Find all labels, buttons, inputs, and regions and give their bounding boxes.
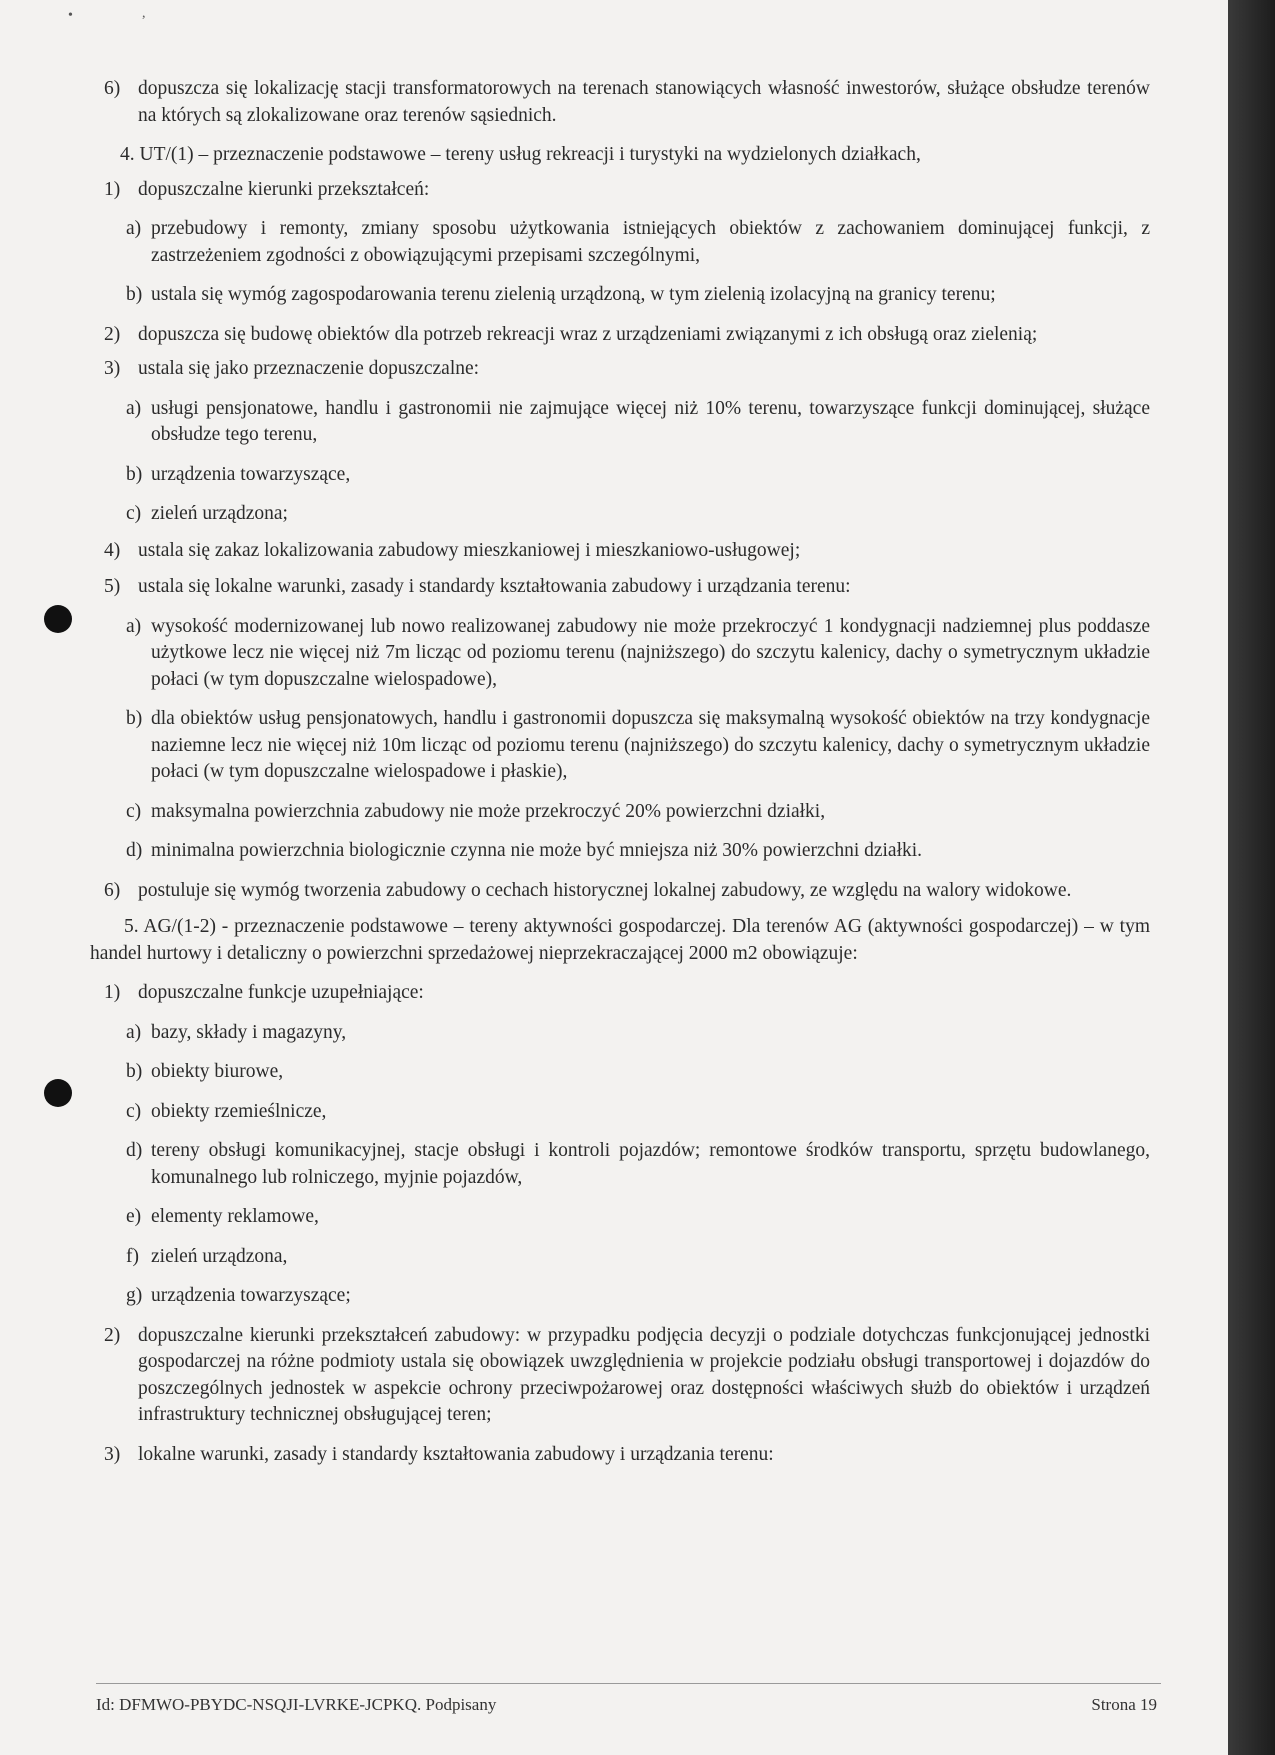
list-number: c): [126, 1100, 142, 1122]
list-text: obiekty biurowe,: [151, 1061, 284, 1082]
list-text: dopuszcza się budowę obiektów dla potrzeb rekreacji wraz z urządzeniami związanymi z ich obsługą oraz zielenią;: [138, 323, 1038, 345]
list-number: 1): [104, 178, 121, 200]
list-item: [104, 980, 1150, 1007]
corner-mark-left: •: [68, 8, 73, 23]
list-number: 2): [104, 1324, 121, 1346]
list-text: przebudowy i remonty, zmiany sposobu użytkowania istniejących obiektów z zachowaniem dominującej funkcji, z zastrzeżeniem zgodności z obowiązującymi przepisami szczególnymi,: [151, 218, 1150, 266]
list-item: [104, 356, 1150, 383]
list-text: dopuszczalne kierunki przekształceń zabudowy: w przypadku podjęcia decyzji o podziale dotychczas funkcjonującej jednostki gospodarczej na różne podmioty ustala się obowiązek uwzględnienia w projekcie podziału obsługi transportowej i dojazdów do poszczególnych jednostek w aspekcie ochrony przeciwpożarowej oraz dostępności właściwych służb do obiektów i urządzeń infrastruktury technicznej obsługującej teren;: [138, 1324, 1150, 1425]
list-text: dopuszcza się lokalizację stacji transformatorowych na terenach stanowiących własność inwestorów, służące obsłudze terenów na których są zlokalizowane oraz terenów sąsiednich.: [138, 78, 1150, 126]
footer-id: Id: DFMWO-PBYDC-NSQJI-LVRKE-JCPKQ. Podpisany: [96, 1695, 497, 1714]
list-item: [104, 1323, 1150, 1429]
list-number: 3): [104, 358, 121, 379]
list-number: c): [126, 800, 142, 822]
sub-list-item: [126, 462, 1150, 489]
list-text: minimalna powierzchnia biologicznie czynna nie może być mniejsza niż 30% powierzchni działki.: [151, 840, 923, 861]
list-item: [104, 76, 1150, 129]
list-number: d): [126, 840, 143, 861]
list-text: urządzenia towarzyszące;: [151, 1285, 351, 1306]
punch-hole-bottom: [44, 1079, 72, 1107]
list-number: b): [126, 284, 143, 305]
list-text: dla obiektów usług pensjonatowych, handlu i gastronomii dopuszcza się maksymalną wysokość obiektów na trzy kondygnacje naziemne lecz nie więcej niż 10m licząc od poziomu terenu (najniższego) do szczytu kalenicy, dachy o symetrycznym układzie połaci (w tym dopuszczalne wielospadowe i płaskie),: [151, 708, 1150, 782]
list-text: bazy, składy i magazyny,: [151, 1021, 347, 1043]
list-number: c): [126, 503, 142, 524]
list-text: lokalne warunki, zasady i standardy kształtowania zabudowy i urządzania terenu:: [138, 1443, 774, 1465]
list-text: elementy reklamowe,: [151, 1206, 319, 1227]
footer-divider: [96, 1683, 1161, 1684]
list-text: wysokość modernizowanej lub nowo realizowanej zabudowy nie może przekroczyć 1 kondygnacji nadziemnej plus poddasze użytkowe lecz nie więcej niż 7m licząc od poziomu terenu (najniższego) do szczytu kalenicy, dachy o symetrycznym układzie połaci (w tym dopuszczalne wielospadowe),: [151, 615, 1150, 690]
section-paragraph: 4. UT/(1) – przeznaczenie podstawowe – tereny usług rekreacji i turystyki na wydzielonych działkach,: [120, 144, 921, 165]
corner-mark-right: ,: [142, 6, 146, 21]
list-number: a): [126, 615, 142, 637]
list-text: usługi pensjonatowe, handlu i gastronomii nie zajmujące więcej niż 10% terenu, towarzyszące funkcji dominującej, służące obsłudze tego terenu,: [151, 397, 1150, 445]
list-number: 5): [104, 576, 121, 597]
list-text: obiekty rzemieślnicze,: [151, 1100, 327, 1122]
list-item: [104, 1442, 1150, 1469]
list-text: dopuszczalne kierunki przekształceń:: [138, 178, 430, 200]
sub-list-item: [126, 1138, 1150, 1191]
list-number: 2): [104, 323, 121, 345]
list-number: b): [126, 463, 143, 485]
list-text: postuluje się wymóg tworzenia zabudowy o cechach historycznej lokalnej zabudowy, ze względu na walory widokowe.: [138, 879, 1072, 901]
section-paragraph: 5. AG/(1-2) - przeznaczenie podstawowe – tereny aktywności gospodarczej. Dla terenów AG (aktywności gospodarczej) – w tym handel hurtowy i detaliczny o powierzchni sprzedażowej nieprzekraczającej 2000 m2 obowiązuje:: [90, 916, 1150, 964]
sub-list-item: [126, 838, 1150, 865]
list-text: zieleń urządzona;: [151, 503, 288, 524]
sub-list-item: [126, 706, 1150, 786]
sub-list-item: [126, 1020, 1150, 1047]
sub-list-item: [126, 282, 1150, 309]
list-number: f): [126, 1245, 139, 1267]
sub-list-item: [126, 1204, 1150, 1231]
list-number: 6): [104, 879, 121, 901]
list-text: tereny obsługi komunikacyjnej, stacje obsługi i kontroli pojazdów; remontowe środków transportu, sprzętu budowlanego, komunalnego lub rolniczego, myjnie pojazdów,: [151, 1140, 1150, 1188]
list-text: maksymalna powierzchnia zabudowy nie może przekroczyć 20% powierzchni działki,: [151, 800, 826, 822]
list-number: a): [126, 218, 142, 239]
list-text: urządzenia towarzyszące,: [151, 463, 351, 485]
list-number: 3): [104, 1443, 121, 1465]
list-text: ustala się wymóg zagospodarowania terenu zielenią urządzoną, w tym zielenią izolacyjną na granicy terenu;: [151, 284, 996, 305]
sub-list-item: [126, 614, 1150, 694]
sub-list-item: [126, 1099, 1150, 1126]
sub-list-item: [126, 501, 1150, 528]
scan-edge: [1228, 0, 1275, 1755]
list-number: 6): [104, 78, 121, 99]
sub-list-item: [126, 799, 1150, 826]
list-text: ustala się lokalne warunki, zasady i standardy kształtowania zabudowy i urządzania terenu:: [138, 576, 851, 597]
sub-list-item: [126, 1283, 1150, 1310]
list-number: b): [126, 1061, 143, 1082]
list-text: zieleń urządzona,: [151, 1245, 288, 1267]
list-number: a): [126, 1021, 142, 1043]
list-item: [104, 574, 1150, 601]
list-item: [104, 322, 1150, 349]
list-number: b): [126, 708, 143, 729]
footer-page-number: Strona 19: [1091, 1695, 1157, 1714]
list-text: dopuszczalne funkcje uzupełniające:: [138, 982, 424, 1003]
sub-list-item: [126, 1244, 1150, 1271]
sub-list-item: [126, 216, 1150, 269]
list-item: [104, 177, 1150, 204]
list-number: 4): [104, 539, 121, 561]
list-item: [104, 878, 1150, 905]
list-number: 1): [104, 982, 121, 1003]
sub-list-item: [126, 396, 1150, 449]
list-number: g): [126, 1285, 143, 1306]
punch-hole-top: [44, 605, 72, 633]
list-number: e): [126, 1206, 142, 1227]
list-item: [104, 538, 1150, 565]
list-number: d): [126, 1140, 143, 1161]
list-text: ustala się zakaz lokalizowania zabudowy mieszkaniowej i mieszkaniowo-usługowej;: [138, 539, 801, 561]
list-number: a): [126, 397, 142, 419]
sub-list-item: [126, 1059, 1150, 1086]
document-body: [90, 76, 1150, 1468]
list-text: ustala się jako przeznaczenie dopuszczalne:: [138, 358, 480, 379]
